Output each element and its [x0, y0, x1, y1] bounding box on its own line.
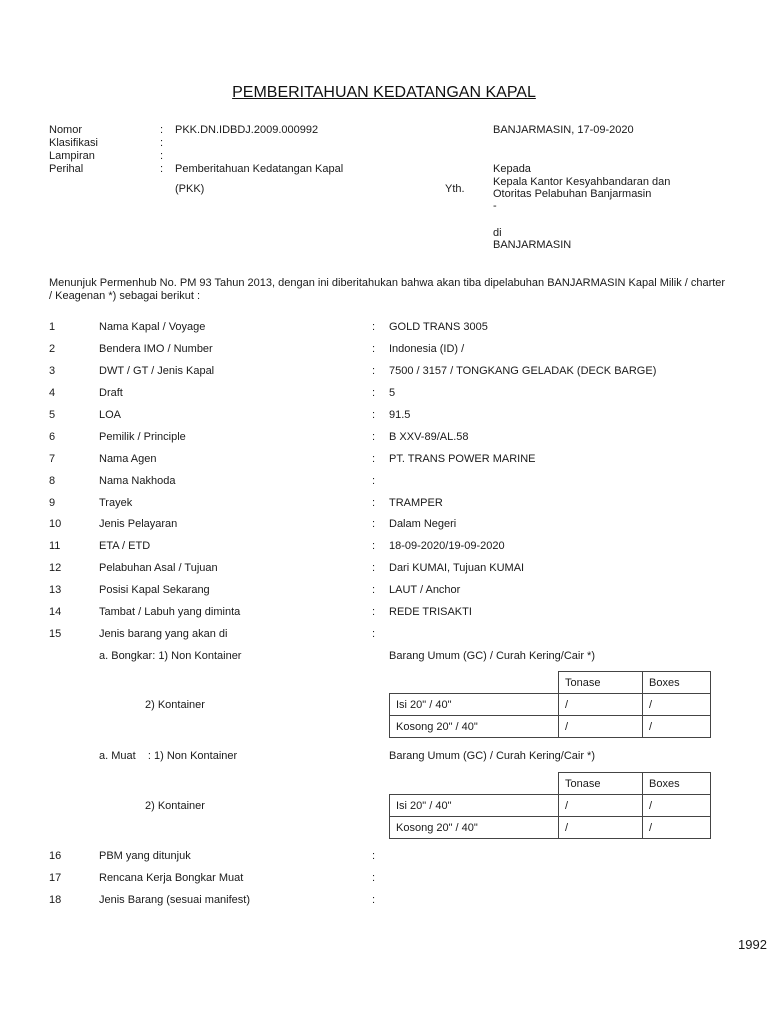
field-label-klasifikasi: Klasifikasi: [49, 137, 98, 149]
table-row: [390, 817, 711, 839]
table-cell: /: [559, 795, 643, 817]
field-value-perihal: Pemberitahuan Kedatangan Kapal: [175, 163, 344, 175]
item-sep: :: [372, 431, 376, 443]
item-label: DWT / GT / Jenis Kapal: [99, 365, 215, 377]
item-sep: :: [372, 872, 376, 884]
recipient-line2: Otoritas Pelabuhan Banjarmasin: [493, 188, 652, 200]
item-number: 17: [49, 872, 62, 884]
item-label: Jenis Pelayaran: [99, 518, 178, 530]
item-number: 16: [49, 850, 62, 862]
table-header-row: [390, 773, 711, 795]
item-sep: :: [372, 540, 376, 552]
item-value: REDE TRISAKTI: [389, 606, 472, 618]
item-label: Draft: [99, 387, 123, 399]
bongkar-container-table: [389, 671, 711, 738]
item-number: 2: [49, 343, 56, 355]
bongkar-label: a. Bongkar: 1) Non Kontainer: [99, 650, 242, 662]
table-header-cell: [390, 773, 559, 795]
item-value: Dalam Negeri: [389, 518, 457, 530]
table-cell: Kosong 20" / 40": [390, 716, 559, 738]
item-value: Dari KUMAI, Tujuan KUMAI: [389, 562, 525, 574]
table-cell: /: [559, 817, 643, 839]
item-label: Pemilik / Principle: [99, 431, 186, 443]
item-number: 10: [49, 518, 62, 530]
item-number: 3: [49, 365, 56, 377]
table-row: [390, 716, 711, 738]
field-label-perihal: Perihal: [49, 163, 84, 175]
item-value: 5: [389, 387, 396, 399]
item-sep: :: [372, 562, 376, 574]
item-number: 8: [49, 475, 56, 487]
item-label: Posisi Kapal Sekarang: [99, 584, 210, 596]
item-sep: :: [372, 518, 376, 530]
table-header-cell: Boxes: [643, 672, 711, 694]
item-sep: :: [372, 475, 376, 487]
field-value-perihal-cont: (PKK): [175, 183, 205, 195]
item-number: 6: [49, 431, 56, 443]
recipient-line3: -: [493, 200, 497, 212]
item-number: 13: [49, 584, 62, 596]
item-sep: :: [372, 453, 376, 465]
item-sep: :: [372, 365, 376, 377]
table-cell: /: [559, 694, 643, 716]
table-cell: Isi 20" / 40": [390, 795, 559, 817]
field-sep: :: [160, 137, 164, 149]
item-number: 14: [49, 606, 62, 618]
item-number: 1: [49, 321, 56, 333]
item-sep: :: [372, 497, 376, 509]
item-label: Jenis barang yang akan di: [99, 628, 228, 640]
item-value: GOLD TRANS 3005: [389, 321, 488, 333]
field-sep: :: [160, 150, 164, 162]
item-sep: :: [372, 343, 376, 355]
item-label: Rencana Kerja Bongkar Muat: [99, 872, 244, 884]
item-value: PT. TRANS POWER MARINE: [389, 453, 536, 465]
item-label: Tambat / Labuh yang diminta: [99, 606, 241, 618]
item-sep: :: [372, 606, 376, 618]
muat-desc: Barang Umum (GC) / Curah Kering/Cair *): [389, 750, 596, 762]
table-cell: /: [559, 716, 643, 738]
item-number: 15: [49, 628, 62, 640]
item-sep: :: [372, 850, 376, 862]
muat-kontainer-label: 2) Kontainer: [145, 800, 205, 812]
item-value: Indonesia (ID) /: [389, 343, 465, 355]
page-number: 1992: [738, 937, 767, 952]
table-cell: Kosong 20" / 40": [390, 817, 559, 839]
item-value: TRAMPER: [389, 497, 443, 509]
item-label: Bendera IMO / Number: [99, 343, 213, 355]
item-number: 12: [49, 562, 62, 574]
item-number: 18: [49, 894, 62, 906]
item-number: 11: [49, 540, 61, 552]
field-value-nomor: PKK.DN.IDBDJ.2009.000992: [175, 124, 319, 136]
table-header-cell: [390, 672, 559, 694]
item-number: 9: [49, 497, 56, 509]
field-label-lampiran: Lampiran: [49, 150, 95, 162]
item-label: Nama Nakhoda: [99, 475, 176, 487]
item-number: 5: [49, 409, 56, 421]
item-value: 91.5: [389, 409, 411, 421]
item-label: Jenis Barang (sesuai manifest): [99, 894, 251, 906]
table-cell: /: [643, 716, 711, 738]
table-header-cell: Tonase: [559, 672, 643, 694]
muat-label: a. Muat : 1) Non Kontainer: [99, 750, 238, 762]
bongkar-kontainer-label: 2) Kontainer: [145, 699, 205, 711]
table-header-cell: Boxes: [643, 773, 711, 795]
item-number: 4: [49, 387, 56, 399]
item-value: LAUT / Anchor: [389, 584, 461, 596]
table-header-row: [390, 672, 711, 694]
item-label: Trayek: [99, 497, 133, 509]
table-row: [390, 795, 711, 817]
table-header-cell: Tonase: [559, 773, 643, 795]
recipient-di: di: [493, 227, 502, 239]
table-cell: Isi 20" / 40": [390, 694, 559, 716]
field-sep: :: [160, 163, 164, 175]
item-value: 7500 / 3157 / TONGKANG GELADAK (DECK BARGE): [389, 365, 657, 377]
item-label: LOA: [99, 409, 122, 421]
item-sep: :: [372, 894, 376, 906]
table-cell: /: [643, 795, 711, 817]
item-value: B XXV-89/AL.58: [389, 431, 469, 443]
table-cell: /: [643, 694, 711, 716]
bongkar-desc: Barang Umum (GC) / Curah Kering/Cair *): [389, 650, 596, 662]
item-sep: :: [372, 321, 376, 333]
document-title: PEMBERITAHUAN KEDATANGAN KAPAL: [232, 84, 536, 101]
table-cell: /: [643, 817, 711, 839]
place-date: BANJARMASIN, 17-09-2020: [493, 124, 634, 136]
yth-label: Yth.: [445, 183, 465, 195]
item-number: 7: [49, 453, 56, 465]
item-sep: :: [372, 584, 376, 596]
item-label: PBM yang ditunjuk: [99, 850, 191, 862]
item-label: Nama Agen: [99, 453, 157, 465]
intro-paragraph: Menunjuk Permenhub No. PM 93 Tahun 2013, dengan ini diberitahukan bahwa akan tiba dipelabuhan BANJARMASIN Kapal Milik / charter / Keagenan *) sebagai berikut :: [49, 277, 726, 302]
recipient-kepada: Kepada: [493, 163, 531, 175]
item-label: Pelabuhan Asal / Tujuan: [99, 562, 218, 574]
item-sep: :: [372, 387, 376, 399]
field-label-nomor: Nomor: [49, 124, 83, 136]
item-label: ETA / ETD: [99, 540, 151, 552]
muat-container-table: [389, 772, 711, 839]
table-row: [390, 694, 711, 716]
recipient-line1: Kepala Kantor Kesyahbandaran dan: [493, 176, 671, 188]
item-value: 18-09-2020/19-09-2020: [389, 540, 505, 552]
item-sep: :: [372, 409, 376, 421]
item-label: Nama Kapal / Voyage: [99, 321, 206, 333]
recipient-city: BANJARMASIN: [493, 239, 572, 251]
field-sep: :: [160, 124, 164, 136]
item-sep: :: [372, 628, 376, 640]
